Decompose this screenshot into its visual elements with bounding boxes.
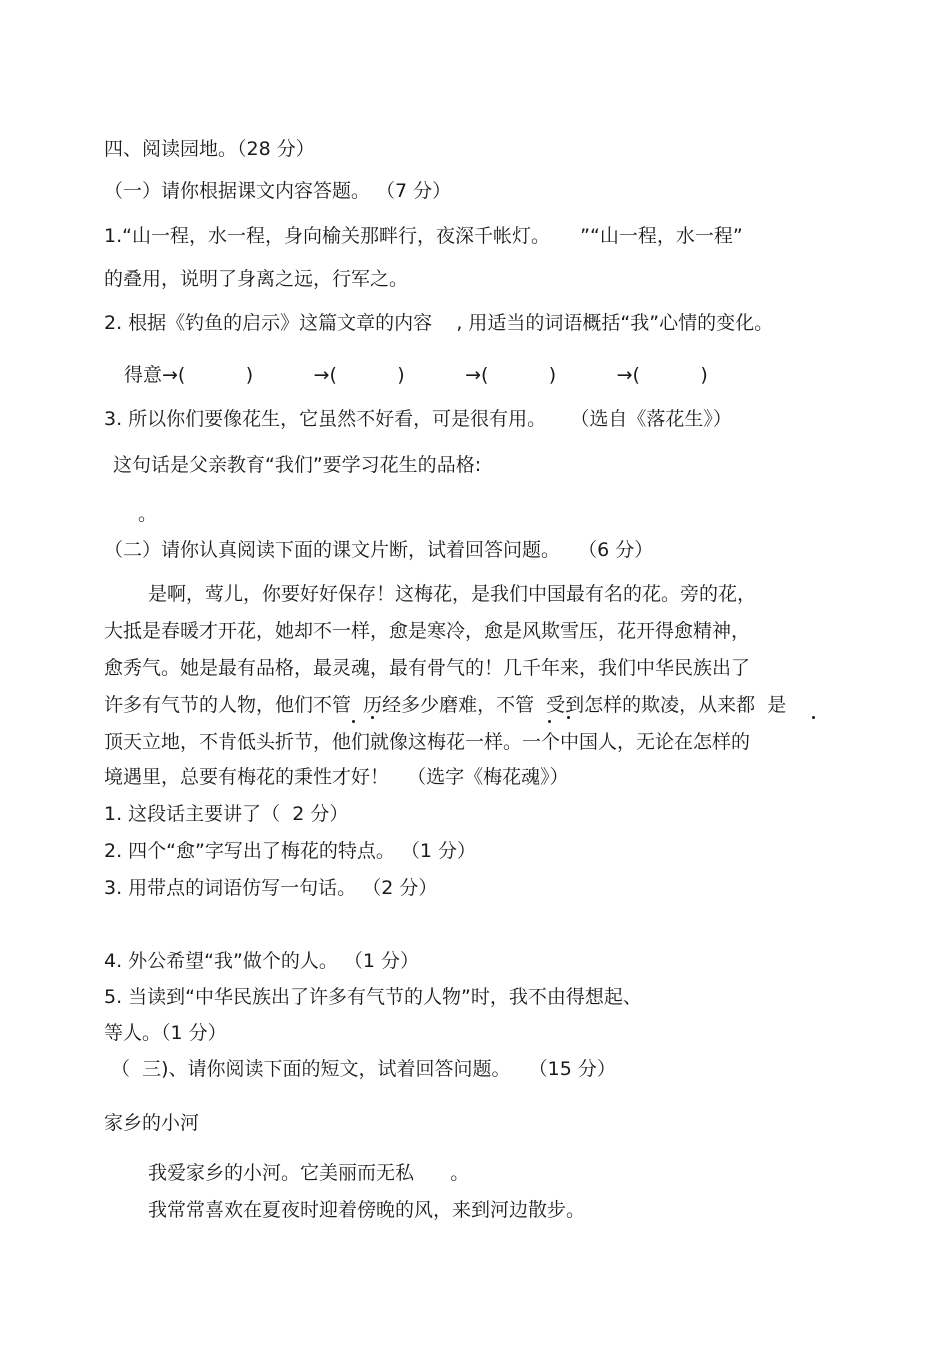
part2-question: 等人。（1 分）: [104, 1022, 227, 1044]
part1-heading: （一）请你根据课文内容答题。 （7 分）: [104, 180, 452, 202]
part2-question: 5. 当读到“中华民族出了许多有气节的人物”时，我不由得想起、: [104, 986, 642, 1008]
part2-question: 3. 用带点的词语仿写一句话。 （2 分）: [104, 877, 438, 899]
part2-question: 2. 四个“愈”字写出了梅花的特点。 （1 分）: [104, 840, 477, 862]
emphasis-dot: [352, 720, 355, 723]
passage-line: 是啊，莺儿，你要好好保存！这梅花，是我们中国最有名的花。旁的花，: [148, 583, 757, 605]
story-paragraph: 我爱家乡的小河。它美丽而无私 。: [148, 1162, 470, 1184]
part2-question: 4. 外公希望“我”做个的人。 （1 分）: [104, 950, 420, 972]
section-title: 四、阅读园地。（28 分）: [104, 138, 315, 160]
passage-line: 境遇里，总要有梅花的秉性才好！ （选字《梅花魂》）: [104, 766, 569, 788]
question-1-line-1: 1.“山一程，水一程，身向榆关那畔行，夜深千帐灯。 ”“山一程，水一程”: [104, 225, 743, 247]
passage-line: 许多有气节的人物，他们不管 历经多少磨难，不管 受到怎样的欺凌，从来都 是: [104, 694, 787, 716]
passage-line: 顶天立地，不肯低头折节，他们就像这梅花一样。一个中国人，无论在怎样的: [104, 731, 751, 753]
story-paragraph: 我常常喜欢在夏夜时迎着傍晚的风，来到河边散步。: [148, 1199, 586, 1221]
question-1-line-2: 的叠用，说明了身离之远，行军之。: [104, 268, 409, 290]
question-3-line-1: 3. 所以你们要像花生，它虽然不好看，可是很有用。 （选自《落花生》）: [104, 408, 732, 430]
story-title: 家乡的小河: [104, 1112, 200, 1134]
emphasis-dot: [812, 716, 815, 719]
passage-line: 大抵是春暖才开花，她却不一样，愈是寒冷，愈是风欺雪压，花开得愈精神，: [104, 620, 751, 642]
question-2: 2. 根据《钓鱼的启示》这篇文章的内容 , 用适当的词语概括“我”心情的变化。: [104, 312, 774, 334]
mood-change-chain: 得意→( ) →( ) →( ) →( ): [124, 364, 708, 386]
part2-question: 1. 这段话主要讲了（ 2 分）: [104, 803, 349, 825]
emphasis-dot: [548, 720, 551, 723]
part2-heading: （二）请你认真阅读下面的课文片断，试着回答问题。 （6 分）: [104, 539, 654, 561]
part3-heading: （ 三)、请你阅读下面的短文，试着回答问题。 （15 分）: [111, 1058, 616, 1080]
question-3-end-mark: 。: [138, 503, 158, 525]
question-3-line-2: 这句话是父亲教育“我们”要学习花生的品格:: [113, 454, 482, 476]
emphasis-dot: [371, 716, 374, 719]
emphasis-dot: [567, 716, 570, 719]
passage-line: 愈秀气。她是最有品格，最灵魂，最有骨气的！几千年来，我们中华民族出了: [104, 657, 751, 679]
